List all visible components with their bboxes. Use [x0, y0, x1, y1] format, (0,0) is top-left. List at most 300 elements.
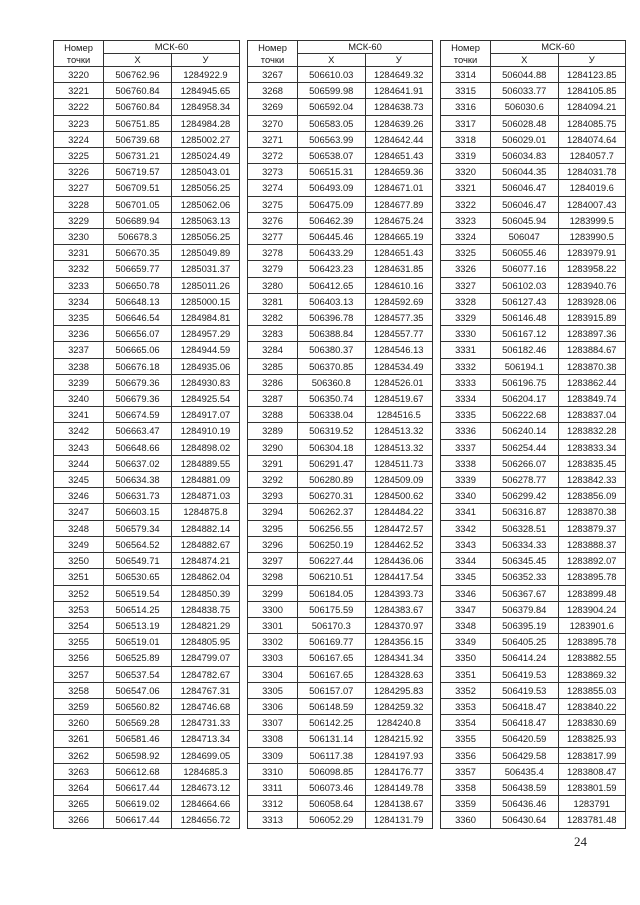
table-row [54, 358, 240, 374]
y-cell: 1284176.77 [365, 763, 433, 779]
point-number-cell: 3266 [54, 812, 104, 828]
x-cell: 506262.37 [298, 504, 366, 520]
y-cell: 1284534.49 [365, 358, 433, 374]
point-number-cell: 3240 [54, 391, 104, 407]
x-cell: 506583.05 [298, 115, 366, 131]
y-cell: 1284945.65 [172, 83, 240, 99]
x-cell: 506370.85 [298, 358, 366, 374]
table-row [54, 391, 240, 407]
x-cell: 506222.68 [491, 407, 559, 423]
y-cell: 1284417.54 [365, 569, 433, 585]
table-row [54, 520, 240, 536]
y-cell: 1284651.43 [365, 148, 433, 164]
y-cell: 1283892.07 [558, 553, 626, 569]
point-number-cell: 3348 [441, 617, 491, 633]
table-row [248, 763, 433, 779]
y-cell: 1285031.37 [172, 261, 240, 277]
x-cell: 506515.31 [298, 164, 366, 180]
y-cell: 1284882.67 [172, 536, 240, 552]
y-cell: 1283888.37 [558, 536, 626, 552]
point-number-cell: 3290 [248, 439, 298, 455]
y-cell: 1284881.09 [172, 472, 240, 488]
point-number-cell: 3328 [441, 293, 491, 309]
x-cell: 506044.35 [491, 164, 559, 180]
y-cell: 1285011.26 [172, 277, 240, 293]
header-point-number-line1: Номер [64, 41, 93, 53]
table-row [54, 131, 240, 147]
y-cell: 1284651.43 [365, 245, 433, 261]
x-cell: 506549.71 [104, 553, 172, 569]
point-number-cell: 3312 [248, 796, 298, 812]
x-cell: 506328.51 [491, 520, 559, 536]
y-cell: 1284917.07 [172, 407, 240, 423]
point-number-cell: 3227 [54, 180, 104, 196]
y-cell: 1283895.78 [558, 569, 626, 585]
table-body [248, 67, 433, 829]
table-row [441, 472, 626, 488]
x-cell: 506196.75 [491, 374, 559, 390]
y-cell: 1284685.3 [172, 763, 240, 779]
table-row [54, 715, 240, 731]
header-point-number-line1: Номер [451, 41, 480, 53]
x-cell: 506077.16 [491, 261, 559, 277]
x-cell: 506617.44 [104, 812, 172, 828]
y-cell: 1284500.62 [365, 488, 433, 504]
y-cell: 1284356.15 [365, 634, 433, 650]
point-number-cell: 3281 [248, 293, 298, 309]
x-cell: 506612.68 [104, 763, 172, 779]
y-cell: 1284664.66 [172, 796, 240, 812]
y-cell: 1284131.79 [365, 812, 433, 828]
point-number-cell: 3225 [54, 148, 104, 164]
y-cell: 1283849.74 [558, 391, 626, 407]
table-row [248, 504, 433, 520]
point-number-cell: 3298 [248, 569, 298, 585]
point-number-cell: 3257 [54, 666, 104, 682]
table-row [441, 131, 626, 147]
table-row [441, 796, 626, 812]
point-number-cell: 3307 [248, 715, 298, 731]
y-cell: 1283855.03 [558, 682, 626, 698]
x-cell: 506414.24 [491, 650, 559, 666]
point-number-cell: 3235 [54, 310, 104, 326]
point-number-cell: 3284 [248, 342, 298, 358]
table-row [54, 374, 240, 390]
table-row [441, 504, 626, 520]
table-row [441, 277, 626, 293]
table-row [248, 277, 433, 293]
table-row [441, 326, 626, 342]
point-number-cell: 3280 [248, 277, 298, 293]
y-cell: 1284610.16 [365, 277, 433, 293]
point-number-cell: 3259 [54, 698, 104, 714]
y-cell: 1284240.8 [365, 715, 433, 731]
table-row [54, 504, 240, 520]
y-cell: 1284138.67 [365, 796, 433, 812]
table-row [54, 326, 240, 342]
table-row [54, 763, 240, 779]
y-cell: 1285063.13 [172, 212, 240, 228]
y-cell: 1283791 [558, 796, 626, 812]
y-cell: 1284511.73 [365, 455, 433, 471]
x-cell: 506266.07 [491, 455, 559, 471]
point-number-cell: 3353 [441, 698, 491, 714]
point-number-cell: 3310 [248, 763, 298, 779]
y-cell: 1284509.09 [365, 472, 433, 488]
x-cell: 506530.65 [104, 569, 172, 585]
header-point-number-line2: точки [260, 53, 285, 65]
x-cell: 506760.84 [104, 83, 172, 99]
x-cell: 506679.36 [104, 391, 172, 407]
x-cell: 506637.02 [104, 455, 172, 471]
y-cell: 1284436.06 [365, 553, 433, 569]
y-cell: 1284295.83 [365, 682, 433, 698]
y-cell: 1284007.43 [558, 196, 626, 212]
point-number-cell: 3239 [54, 374, 104, 390]
y-cell: 1283862.44 [558, 374, 626, 390]
y-cell: 1284557.77 [365, 326, 433, 342]
header-x: Х [298, 54, 366, 67]
point-number-cell: 3314 [441, 67, 491, 83]
x-cell: 506462.39 [298, 212, 366, 228]
point-number-cell: 3267 [248, 67, 298, 83]
point-number-cell: 3337 [441, 439, 491, 455]
x-cell: 506142.25 [298, 715, 366, 731]
x-cell: 506418.47 [491, 698, 559, 714]
point-number-cell: 3276 [248, 212, 298, 228]
table-row [248, 439, 433, 455]
y-cell: 1283825.93 [558, 731, 626, 747]
point-number-cell: 3299 [248, 585, 298, 601]
x-cell: 506304.18 [298, 439, 366, 455]
x-cell: 506170.3 [298, 617, 366, 633]
point-number-cell: 3336 [441, 423, 491, 439]
y-cell: 1285056.25 [172, 229, 240, 245]
table-row [248, 569, 433, 585]
table-row [441, 650, 626, 666]
point-number-cell: 3292 [248, 472, 298, 488]
point-number-cell: 3293 [248, 488, 298, 504]
header-y: У [172, 54, 240, 67]
header-point-number-line1: Номер [258, 41, 287, 53]
table-row [54, 196, 240, 212]
point-number-cell: 3321 [441, 180, 491, 196]
point-number-cell: 3343 [441, 536, 491, 552]
coordinates-table-1 [53, 40, 240, 829]
point-number-cell: 3327 [441, 277, 491, 293]
x-cell: 506631.73 [104, 488, 172, 504]
x-cell: 506044.88 [491, 67, 559, 83]
x-cell: 506418.47 [491, 715, 559, 731]
table-row [248, 488, 433, 504]
table-row [441, 229, 626, 245]
x-cell: 506701.05 [104, 196, 172, 212]
y-cell: 1284656.72 [172, 812, 240, 828]
y-cell: 1284513.32 [365, 423, 433, 439]
table-row [248, 374, 433, 390]
point-number-cell: 3319 [441, 148, 491, 164]
point-number-cell: 3296 [248, 536, 298, 552]
table-row [248, 148, 433, 164]
point-number-cell: 3342 [441, 520, 491, 536]
table-row [54, 634, 240, 650]
point-number-cell: 3322 [441, 196, 491, 212]
header-system: МСК-60 [298, 41, 433, 54]
point-number-cell: 3311 [248, 779, 298, 795]
table-row [441, 115, 626, 131]
y-cell: 1283808.47 [558, 763, 626, 779]
y-cell: 1284984.28 [172, 115, 240, 131]
y-cell: 1284577.35 [365, 310, 433, 326]
table-row [441, 779, 626, 795]
table-row [248, 553, 433, 569]
point-number-cell: 3255 [54, 634, 104, 650]
point-number-cell: 3233 [54, 277, 104, 293]
y-cell: 1284838.75 [172, 601, 240, 617]
x-cell: 506419.53 [491, 682, 559, 698]
point-number-cell: 3330 [441, 326, 491, 342]
table-row [248, 666, 433, 682]
point-number-cell: 3273 [248, 164, 298, 180]
x-cell: 506058.64 [298, 796, 366, 812]
x-cell: 506167.12 [491, 326, 559, 342]
point-number-cell: 3241 [54, 407, 104, 423]
x-cell: 506131.14 [298, 731, 366, 747]
x-cell: 506598.92 [104, 747, 172, 763]
table-row [441, 634, 626, 650]
table-row [54, 245, 240, 261]
table-row [54, 148, 240, 164]
y-cell: 1285043.01 [172, 164, 240, 180]
x-cell: 506047 [491, 229, 559, 245]
x-cell: 506676.18 [104, 358, 172, 374]
y-cell: 1284699.05 [172, 747, 240, 763]
point-number-cell: 3260 [54, 715, 104, 731]
x-cell: 506316.87 [491, 504, 559, 520]
x-cell: 506379.84 [491, 601, 559, 617]
table-row [248, 585, 433, 601]
x-cell: 506678.3 [104, 229, 172, 245]
point-number-cell: 3230 [54, 229, 104, 245]
table-row [441, 455, 626, 471]
table-row [54, 812, 240, 828]
x-cell: 506157.07 [298, 682, 366, 698]
x-cell: 506127.43 [491, 293, 559, 309]
x-cell: 506493.09 [298, 180, 366, 196]
point-number-cell: 3270 [248, 115, 298, 131]
y-cell: 1284944.59 [172, 342, 240, 358]
x-cell: 506731.21 [104, 148, 172, 164]
point-number-cell: 3325 [441, 245, 491, 261]
y-cell: 1283884.67 [558, 342, 626, 358]
point-number-cell: 3351 [441, 666, 491, 682]
point-number-cell: 3308 [248, 731, 298, 747]
x-cell: 506334.33 [491, 536, 559, 552]
x-cell: 506055.46 [491, 245, 559, 261]
point-number-cell: 3238 [54, 358, 104, 374]
point-number-cell: 3315 [441, 83, 491, 99]
y-cell: 1285056.25 [172, 180, 240, 196]
point-number-cell: 3356 [441, 747, 491, 763]
x-cell: 506579.34 [104, 520, 172, 536]
y-cell: 1285024.49 [172, 148, 240, 164]
point-number-cell: 3324 [441, 229, 491, 245]
table-row [54, 553, 240, 569]
table-row [54, 488, 240, 504]
table-row [54, 212, 240, 228]
table-row [441, 812, 626, 828]
point-number-cell: 3278 [248, 245, 298, 261]
y-cell: 1283835.45 [558, 455, 626, 471]
point-number-cell: 3220 [54, 67, 104, 83]
table-row [441, 682, 626, 698]
point-number-cell: 3247 [54, 504, 104, 520]
header-point-number [54, 41, 104, 67]
x-cell: 506634.38 [104, 472, 172, 488]
y-cell: 1284767.31 [172, 682, 240, 698]
y-cell: 1285062.06 [172, 196, 240, 212]
point-number-cell: 3254 [54, 617, 104, 633]
y-cell: 1284799.07 [172, 650, 240, 666]
y-cell: 1284341.34 [365, 650, 433, 666]
point-number-cell: 3297 [248, 553, 298, 569]
x-cell: 506475.09 [298, 196, 366, 212]
x-cell: 506751.85 [104, 115, 172, 131]
table-row [441, 698, 626, 714]
x-cell: 506560.82 [104, 698, 172, 714]
point-number-cell: 3295 [248, 520, 298, 536]
table-row [248, 293, 433, 309]
point-number-cell: 3242 [54, 423, 104, 439]
point-number-cell: 3304 [248, 666, 298, 682]
y-cell: 1284957.29 [172, 326, 240, 342]
table-row [54, 115, 240, 131]
table-row [54, 67, 240, 83]
x-cell: 506033.77 [491, 83, 559, 99]
point-number-cell: 3359 [441, 796, 491, 812]
point-number-cell: 3303 [248, 650, 298, 666]
table-body [54, 67, 240, 829]
table-row [54, 779, 240, 795]
point-number-cell: 3234 [54, 293, 104, 309]
x-cell: 506762.96 [104, 67, 172, 83]
table-row [248, 358, 433, 374]
table-row [248, 601, 433, 617]
y-cell: 1283897.36 [558, 326, 626, 342]
y-cell: 1284665.19 [365, 229, 433, 245]
table-row [54, 747, 240, 763]
point-number-cell: 3360 [441, 812, 491, 828]
x-cell: 506360.8 [298, 374, 366, 390]
header-system: МСК-60 [104, 41, 240, 54]
y-cell: 1284513.32 [365, 439, 433, 455]
table-row [441, 358, 626, 374]
table-row [248, 455, 433, 471]
y-cell: 1284874.21 [172, 553, 240, 569]
table-row [54, 617, 240, 633]
point-number-cell: 3355 [441, 731, 491, 747]
table-row [248, 682, 433, 698]
table-row [248, 698, 433, 714]
x-cell: 506547.06 [104, 682, 172, 698]
point-number-cell: 3302 [248, 634, 298, 650]
table-row [441, 520, 626, 536]
y-cell: 1283901.6 [558, 617, 626, 633]
y-cell: 1283830.69 [558, 715, 626, 731]
y-cell: 1285002.27 [172, 131, 240, 147]
x-cell: 506167.65 [298, 650, 366, 666]
table-row [248, 812, 433, 828]
point-number-cell: 3262 [54, 747, 104, 763]
y-cell: 1283832.28 [558, 423, 626, 439]
y-cell: 1283899.48 [558, 585, 626, 601]
point-number-cell: 3352 [441, 682, 491, 698]
header-y: У [365, 54, 433, 67]
x-cell: 506674.59 [104, 407, 172, 423]
point-number-cell: 3231 [54, 245, 104, 261]
y-cell: 1284875.8 [172, 504, 240, 520]
y-cell: 1284925.54 [172, 391, 240, 407]
y-cell: 1284821.29 [172, 617, 240, 633]
table-row [248, 634, 433, 650]
table-row [54, 472, 240, 488]
x-cell: 506670.35 [104, 245, 172, 261]
table-row [441, 439, 626, 455]
table-row [54, 731, 240, 747]
point-number-cell: 3256 [54, 650, 104, 666]
x-cell: 506650.78 [104, 277, 172, 293]
header-x: Х [104, 54, 172, 67]
table-body [441, 67, 626, 829]
point-number-cell: 3332 [441, 358, 491, 374]
x-cell: 506564.52 [104, 536, 172, 552]
table-row [248, 115, 433, 131]
table-row [54, 423, 240, 439]
table-row [248, 423, 433, 439]
x-cell: 506412.65 [298, 277, 366, 293]
table-row [248, 520, 433, 536]
point-number-cell: 3305 [248, 682, 298, 698]
y-cell: 1284930.83 [172, 374, 240, 390]
table-row [441, 164, 626, 180]
x-cell: 506648.13 [104, 293, 172, 309]
point-number-cell: 3340 [441, 488, 491, 504]
table-row [441, 763, 626, 779]
y-cell: 1284642.44 [365, 131, 433, 147]
point-number-cell: 3306 [248, 698, 298, 714]
y-cell: 1284592.69 [365, 293, 433, 309]
point-number-cell: 3251 [54, 569, 104, 585]
y-cell: 1283979.91 [558, 245, 626, 261]
table-row [248, 67, 433, 83]
point-number-cell: 3228 [54, 196, 104, 212]
x-cell: 506739.68 [104, 131, 172, 147]
y-cell: 1284862.04 [172, 569, 240, 585]
y-cell: 1284958.34 [172, 99, 240, 115]
x-cell: 506445.46 [298, 229, 366, 245]
table-row [248, 747, 433, 763]
table-row [54, 666, 240, 682]
point-number-cell: 3246 [54, 488, 104, 504]
x-cell: 506719.57 [104, 164, 172, 180]
y-cell: 1283990.5 [558, 229, 626, 245]
x-cell: 506388.84 [298, 326, 366, 342]
table-row [441, 391, 626, 407]
x-cell: 506760.84 [104, 99, 172, 115]
point-number-cell: 3272 [248, 148, 298, 164]
x-cell: 506204.17 [491, 391, 559, 407]
x-cell: 506117.38 [298, 747, 366, 763]
